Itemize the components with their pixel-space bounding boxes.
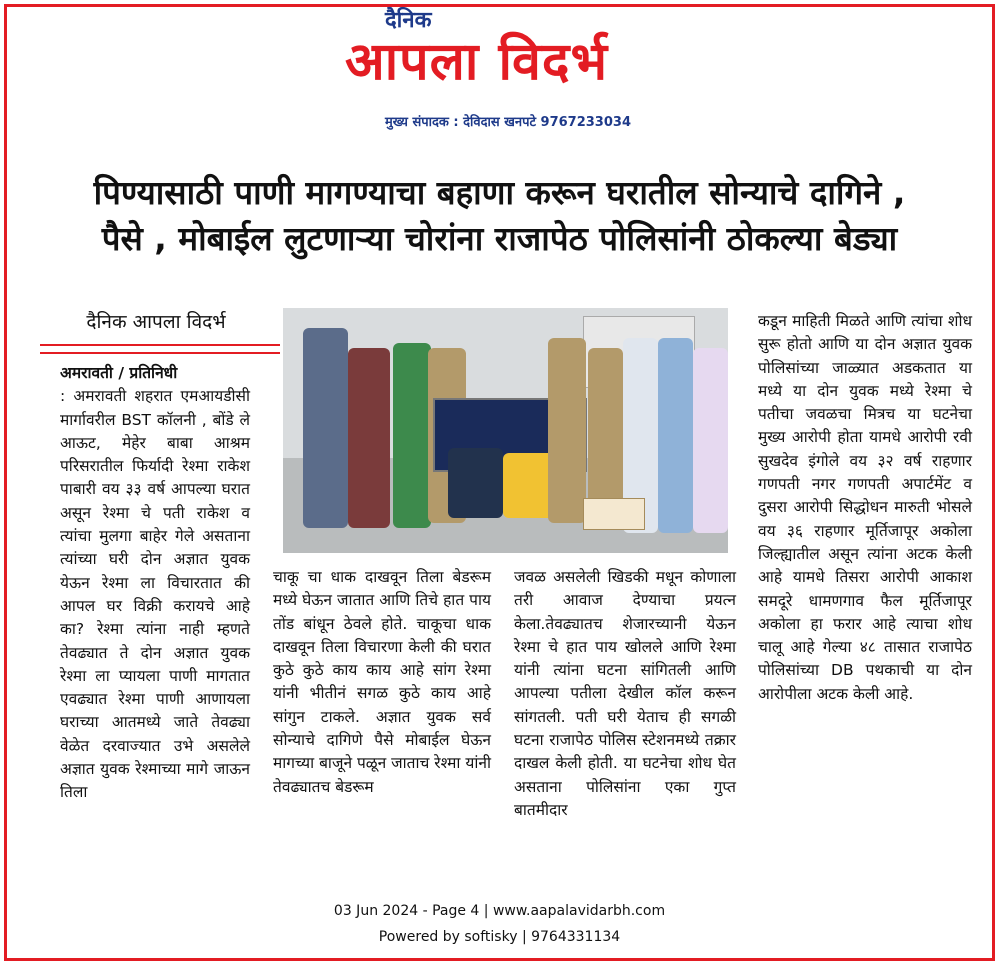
article-column-1 bbox=[60, 362, 250, 805]
editor-value: देविदास खनपटे 9767233034 bbox=[463, 115, 631, 130]
byline-divider bbox=[40, 344, 280, 354]
masthead-title: आपला विदर्भ bbox=[345, 32, 609, 92]
byline: दैनिक आपला विदर्भ bbox=[86, 311, 226, 333]
article-dateline: अमरावती / प्रतिनिधी bbox=[60, 364, 178, 382]
photo-person bbox=[448, 448, 503, 518]
masthead-editor bbox=[385, 112, 631, 130]
photo-person bbox=[348, 348, 390, 528]
editor-label: मुख्य संपादक : bbox=[385, 115, 459, 130]
footer-date-url: 03 Jun 2024 - Page 4 | www.aapalavidarbh.com bbox=[333, 903, 666, 919]
article-column-3: जवळ असलेली खिडकी मधून कोणाला तरी आवाज देण्याचा प्रयत्न केला.तेवढ्यातच शेजारच्यानी येऊन रेश्मा चे हात पाय खोलले आणि रेश्मा यांनी त्यांना घटना सांगितली आणि आपल्या पतीला देखील कॉल करून सांगतली. पती घरी येताच ही सगळी घटना राजापेठ पोलिस स्टेशनमध्ये तक्रार दाखल केली होती. या घटनेचा शोध घेत असताना पोलिसांना एका गुप्त बातमीदार bbox=[514, 568, 736, 819]
photo-person bbox=[658, 338, 693, 533]
photo-person bbox=[548, 338, 586, 523]
photo-person bbox=[303, 328, 348, 528]
masthead-daily-label: दैनिक bbox=[385, 8, 432, 33]
article-column-2: चाकू चा धाक दाखवून तिला बेडरूम मध्ये घेऊन जातात आणि तिचे हात पाय तोंड बांधून ठेवले होते. चाकूचा धाक दाखवून तिला विचारणा केली की घरात कुठे कुठे काय काय आहे सांग रेश्मा यांनी भीतीनं सगळ कुठे काय आहे सांगुन टाकले. अज्ञात युवक सर्व सोन्याचे दागिणे पैसे मोबाईल घेऊन मागच्या बाजूने पळून जाताच रेश्मा यांनी तेवढ्यातच बेडरूम bbox=[273, 568, 491, 796]
photo-evidence-box bbox=[583, 498, 645, 530]
headline-line-1: पिण्यासाठी पाणी मागण्याचा बहाणा करून घरातील सोन्याचे दागिने , bbox=[93, 173, 906, 212]
headline-line-2: पैसे , मोबाईल लुटणाऱ्या चोरांना राजापेठ पोलिसांनी ठोकल्या बेड्या bbox=[101, 219, 898, 258]
article-text-1: : अमरावती शहरात एमआयडीसी मार्गावरील BST कॉलनी , बोंडे ले आऊट, मेहेर बाबा आश्रम परिसरातील फिर्यादी रेश्मा राकेश पाबारी वय ३३ वर्ष आपल्या घरात असून रेश्मा चे पती राकेश व त्यांचा मुलगा बाहेर गेले असताना त्यांच्या घरी दोन अज्ञात युवक येऊन रेश्मा ला विचारतात की आपल घर विक्री करायचे आहे का? रेश्मा त्यांना नाही म्हणते तेवढ्यात ते दोन अज्ञात युवक रेश्मा ला प्यायला पाणी मागतात एवढ्यात रेश्मा पाणी आणायला घराच्या आतमध्ये जाते तेवढ्या वेळेत दरवाज्यात उभे असलेले अज्ञात युवक रेश्माच्या मागे जाऊन तिला bbox=[60, 387, 250, 802]
photo-person bbox=[693, 348, 728, 533]
headline bbox=[20, 170, 979, 262]
photo-person bbox=[393, 343, 431, 528]
news-photo bbox=[283, 308, 728, 553]
footer-powered-by: Powered by softisky | 9764331134 bbox=[378, 929, 621, 945]
article-column-4: कडून माहिती मिळते आणि त्यांचा शोध सुरू होतो आणि या दोन अज्ञात युवक पोलिसांच्या जाळ्यात अडकतात या मध्ये या दोन युवक मध्ये रेश्मा चे पतीचा जवळचा मित्रच या घटनेचा मुख्य आरोपी होता यामधे आरोपी रवी सुखदेव इंगोले वय ३२ वर्ष राहणार गणपती नगर गणपती अपार्टमेंट व दुसरा आरोपी सिद्धोधन मारुती भोसले वय ३६ राहणार मूर्तिजापूर अकोला जिल्ह्यातील असून त्यांना अटक केली आहे यामधे तिसरा आरोपी आकाश समदूरे धामणगाव फैल मूर्तिजापूर अकोला हा फरार आहे त्याचा शोध चालू आहे गेल्या ४८ तासात राजापेठ पोलिसांच्या DB पथकाची या दोन आरोपीला अटक केली आहे. bbox=[758, 312, 972, 703]
